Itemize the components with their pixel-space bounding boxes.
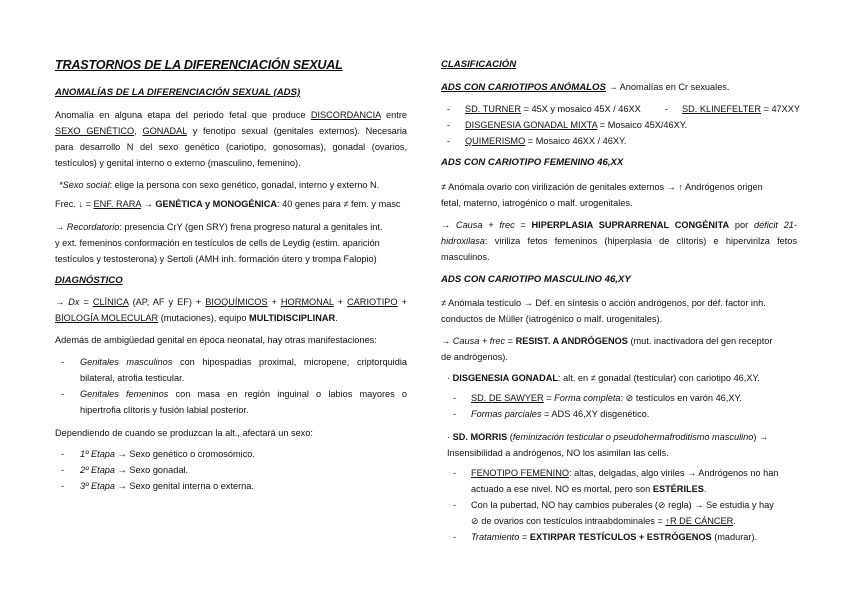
genitales-masculinos-line-2: bilateral, atrofia testicular. — [80, 373, 185, 383]
ads-heading: ANOMALÍAS DE LA DIFERENCIACIÓN SEXUAL (ADS) — [55, 87, 301, 98]
clasificacion-heading: CLASIFICACIÓN — [441, 59, 517, 70]
hsc-line-3: masculinos. — [441, 252, 490, 262]
list-dash: - — [453, 468, 457, 478]
list-dash: - — [61, 357, 65, 367]
list-dash: - — [61, 465, 65, 475]
list-dash: - — [61, 449, 65, 459]
tratamiento-item: Tratamiento = EXTIRPAR TESTÍCULOS + ESTRÓGENOS (madurar). — [471, 532, 758, 542]
intro-line-1: Anomalía en alguna etapa del periodo fetal que produce DISCORDANCIA entre — [55, 110, 407, 120]
page-title: TRASTORNOS DE LA DIFERENCIACIÓN SEXUAL — [55, 58, 343, 72]
resist-line-1: → Causa + frec = RESIST. A ANDRÓGENOS (mut. inactivadora del gen receptor — [441, 336, 773, 346]
hsc-line-2: hidroxilasa: viriliza fetos femeninos (hiperplasia de clítoris) e hipervirilza fetos — [441, 236, 797, 246]
genitales-femeninos-line-1: Genitales femeninos con masa en región inguinal o labios mayores o — [80, 389, 407, 399]
pubertad-line-1: Con la pubertad, NO hay cambios puberales (⊘ regla) → Se estudia y hay — [471, 500, 774, 510]
masculino-line-1: ≠ Anómala testículo → Déf. en síntesis o acción andrógenos, por déf. factor inh. — [441, 298, 766, 308]
recordatorio-line-3: testículos y testosterona) y Sertoli (AMH inh. formación útero y trompa Falopio) — [55, 254, 377, 264]
depende-line: Dependiendo de cuando se produzcan la alt., afectará un sexo: — [55, 428, 313, 438]
etapa-item: 1º Etapa → Sexo genético o cromosómico. — [80, 449, 255, 459]
frecuencia-line: Frec. ↓ = ENF. RARA → GENÉTICA y MONOGÉNICA: 40 genes para ≠ fem. y masc — [55, 199, 401, 209]
diagnostico-heading: DIAGNÓSTICO — [55, 275, 123, 286]
etapa-item: 2º Etapa → Sexo gonadal. — [80, 465, 189, 475]
morris-line-1: · SD. MORRIS (feminización testicular o pseudohermafroditismo masculino) → — [447, 432, 769, 442]
femenino-heading: ADS CON CARIOTIPO FEMENINO 46,XX — [441, 157, 624, 168]
genitales-femeninos-line-2: hipertrofia clítoris y fusión labial posterior. — [80, 405, 249, 415]
sexo-social-note: *Sexo social: elige la persona con sexo genético, gonadal, interno y externo N. — [59, 180, 380, 190]
list-dash: - — [665, 104, 669, 114]
recordatorio-line-2: y ext. femeninos conformación en testículos de cells de Leydig (estim. aparición — [55, 238, 380, 248]
turner-item: SD. TURNER = 45X y mosaico 45X / 46XX — [465, 104, 641, 114]
klinefelter-item: SD. KLINEFELTER = 47XXY — [682, 104, 801, 114]
disgenesia-mixta-item: DISGENESIA GONADAL MIXTA = Mosaico 45X/46XY. — [465, 120, 688, 130]
masculino-heading: ADS CON CARIOTIPO MASCULINO 46,XY — [441, 274, 631, 285]
femenino-line-1: ≠ Anómala ovario con virilización de genitales externos → ↑ Andrógenos origen — [441, 182, 763, 192]
sawyer-item: SD. DE SAWYER = Forma completa: ⊘ testículos en varón 46,XY. — [471, 393, 742, 403]
femenino-line-2: fetal, materno, iatrogénico o malf. urogenitales. — [441, 198, 633, 208]
fenotipo-line-1: FENOTIPO FEMENINO: altas, delgadas, algo viriles → Andrógenos no han — [471, 468, 779, 478]
morris-line-2: Insensibilidad a andrógenos, NO los asimilan las cells. — [447, 448, 669, 458]
etapa-item: 3º Etapa → Sexo genital interna o externa. — [80, 481, 254, 491]
fenotipo-line-2: actuado a ese nivel. NO es mortal, pero son ESTÉRILES. — [471, 484, 707, 494]
ambiguedad-line: Además de ambigüedad genital en época neonatal, hay otras manifestaciones: — [55, 335, 377, 345]
intro-line-4: testículos) y genital interno o externo (masculino, femenino). — [55, 158, 301, 168]
list-dash: - — [447, 120, 451, 130]
genitales-masculinos-line-1: Genitales masculinos con hipospadias proximal, micropene, criptorquidia — [80, 357, 407, 367]
list-dash: - — [61, 481, 65, 491]
list-dash: - — [447, 136, 451, 146]
dx-line-1: → Dx = CLÍNICA (AP, AF y EF) + BIOQUÍMICOS + HORMONAL + CARIOTIPO + — [55, 297, 407, 307]
list-dash: - — [453, 409, 457, 419]
anomalos-heading: ADS CON CARIOTIPOS ANÓMALOS → Anomalías en Cr sexuales. — [441, 82, 730, 93]
quimerismo-item: QUIMERISMO = Mosaico 46XX / 46XY. — [465, 136, 627, 146]
masculino-line-2: conductos de Müller (iatrogénico o malf. urogenitales). — [441, 314, 663, 324]
pubertad-line-2: ⊘ de ovarios con testículos intraabdominales = ↑R DE CÁNCER. — [471, 516, 736, 526]
intro-line-2: SEXO GENÉTICO, GONADAL y fenotipo sexual (genitales externos). Necesaria — [55, 126, 407, 136]
list-dash: - — [453, 393, 457, 403]
disgenesia-gonadal-line: · DISGENESIA GONADAL: alt. en ≠ gonadal (testicular) con cariotipo 46,XY. — [447, 373, 760, 383]
hsc-line-1: → Causa + frec = HIPERPLASIA SUPRARRENAL CONGÉNITA por déficit 21- — [441, 220, 797, 230]
list-dash: - — [61, 389, 65, 399]
dx-line-2: BIOLOGÍA MOLECULAR (mutaciones), equipo MULTIDISCIPLINAR. — [55, 313, 338, 323]
list-dash: - — [453, 532, 457, 542]
intro-line-3: para desarrollo N del sexo genético (cariotipo, gonosomas), gonadal (ovarios, — [55, 142, 407, 152]
recordatorio-line-1: → Recordatorio: presencia CrY (gen SRY) frena progreso natural a genitales int. — [55, 222, 383, 232]
resist-line-2: de andrógenos). — [441, 352, 508, 362]
list-dash: - — [447, 104, 451, 114]
formas-parciales-item: Formas parciales = ADS 46,XY disgenético. — [471, 409, 650, 419]
list-dash: - — [453, 500, 457, 510]
